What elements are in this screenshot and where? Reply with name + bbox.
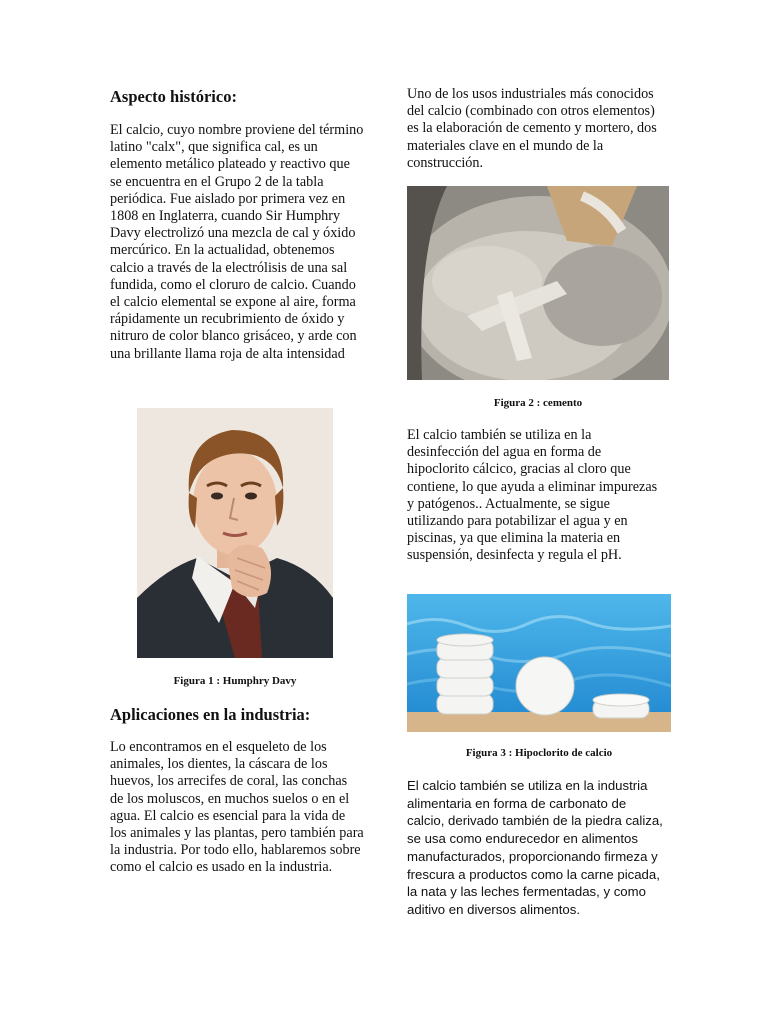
water-paragraph: El calcio también se utiliza en la desinfección del agua en forma de hipoclorito cálcico, gracias al cloro que contiene, lo que ayuda a eliminar impurezas y patógenos.. Actualmente, se sigue utilizando para potabilizar el agua y en piscinas, ya que elimina la materia en suspensión, desinfecta y regula el pH. (407, 427, 658, 564)
figure3-caption: Figura 3 : Hipoclorito de calcio (465, 747, 613, 759)
historical-paragraph: El calcio, cuyo nombre proviene del término latino "calx", que significa cal, es un elemento metálico plateado y reactivo que se encuentra en el Grupo 2 de la tabla periódica. Fue aislado por primera vez en 1808 en Inglaterra, cuando Sir Humphry Davy electrolizó una mezcla de cal y óxido mercúrico. En la actualidad, obtenemos calcio a través de la electrólisis de una sal fundida, como el cloruro de calcio. Cuando el calcio elemental se expone al aire, forma rápidamente un recubrimiento de óxido y nitruro de color blanco grisáceo, y arde con una brillante llama roja de alta intensidad (110, 122, 364, 362)
portrait-image (137, 408, 333, 658)
section-title-industry: Aplicaciones en la industria: (110, 705, 311, 724)
figure-cement (407, 186, 669, 380)
cement-paragraph: Uno de los usos industriales más conocidos del calcio (combinado con otros elementos) es la elaboración de cemento y mortero, dos materiales clave en el mundo de la construcción. (407, 86, 657, 171)
cement-image (407, 186, 669, 380)
figure2-caption: Figura 2 : cemento (493, 397, 583, 409)
figure-humphry-davy (137, 408, 333, 658)
figure1-caption: Figura 1 : Humphry Davy (173, 675, 297, 687)
pool-tablets-image (407, 594, 671, 732)
section-title-historical: Aspecto histórico: (110, 87, 237, 106)
industry-paragraph: Lo encontramos en el esqueleto de los animales, los dientes, la cáscara de los huevos, los arrecifes de coral, las conchas de los moluscos, en muchos suelos o en el agua. El calcio es esencial para la vida de los animales y las plantas, pero también para la industria. Por todo ello, hablaremos sobre como el calcio es usado en la industria. (110, 739, 364, 876)
food-industry-paragraph: El calcio también se utiliza en la industria alimentaria en forma de carbonato de calcio, derivado también de la piedra caliza, se usa como endurecedor en alimentos manufacturados, proporcionando firmeza y frescura a productos como la carne picada, la nata y las leches fermentadas, y como aditivo en diversos alimentos. (407, 778, 663, 917)
figure-calcium-hypochlorite (407, 594, 671, 732)
